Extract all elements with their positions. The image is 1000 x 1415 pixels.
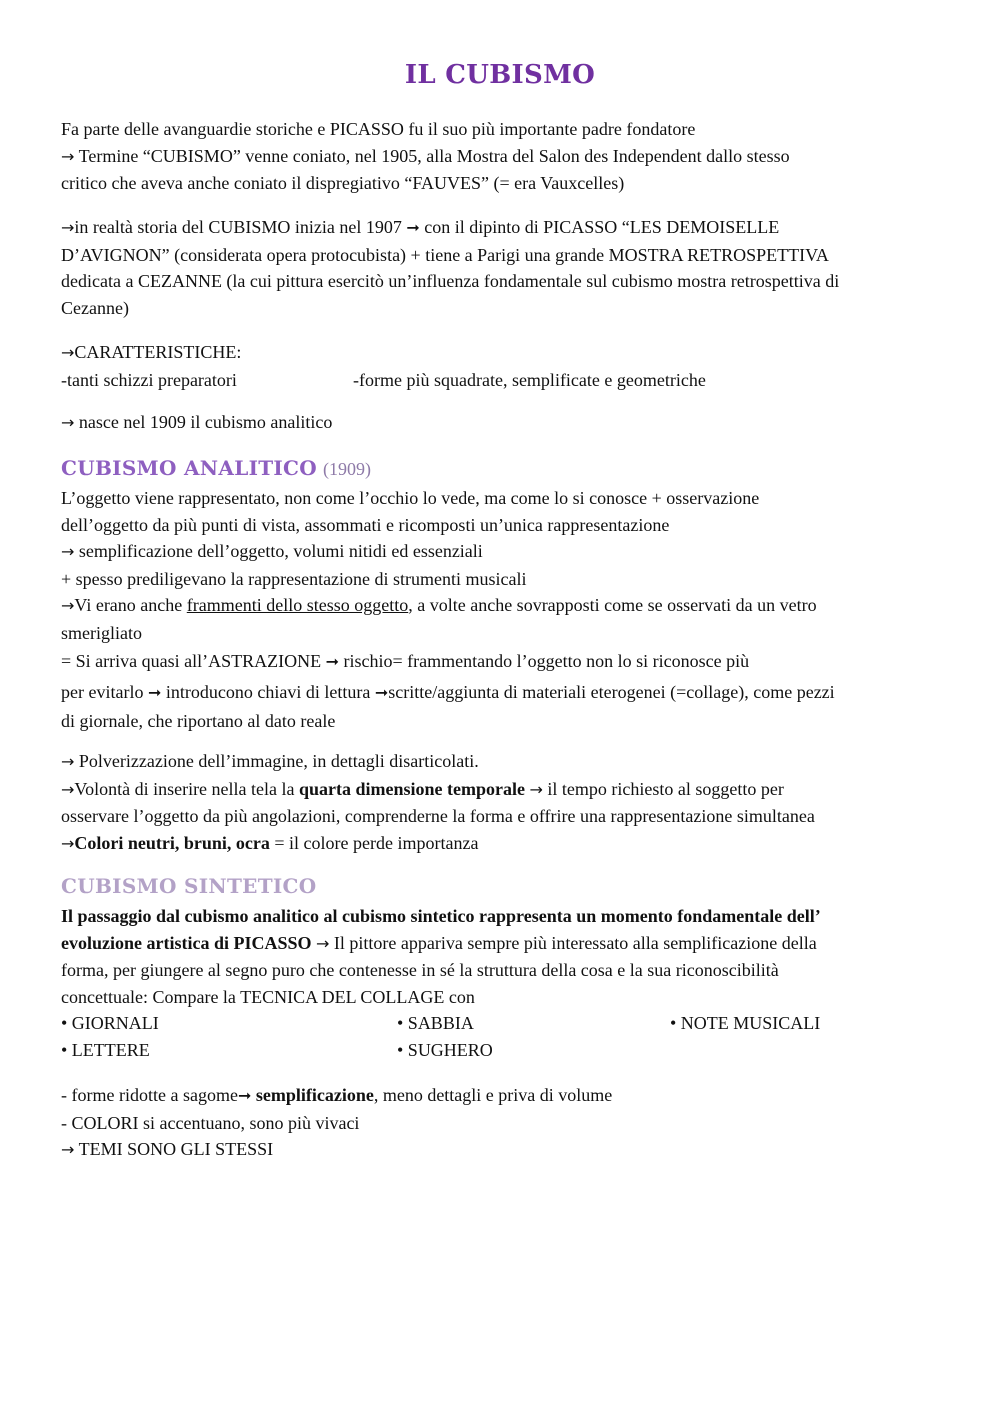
- analitico-title: CUBISMO ANALITICO: [61, 456, 317, 480]
- intro-line-2: → Termine “CUBISMO” venne coniato, nel 1905, alla Mostra del Salon des Independent dallo stesso: [61, 145, 790, 166]
- sintetico-paragraph: [61, 903, 942, 1063]
- material-item: • NOTE MUSICALI: [670, 1013, 821, 1033]
- materials-row-1: [61, 1010, 942, 1037]
- history-line-2: D’AVIGNON” (considerata opera protocubista) + tiene a Parigi una grande MOSTRA RETROSPETTIVA: [61, 244, 829, 265]
- analitico-line-8: per evitarlo ➞ introducono chiavi di lettura ➞scritte/aggiunta di materiali eterogenei (=collage), come pezzi: [61, 682, 835, 702]
- materials-row-2: [61, 1037, 942, 1064]
- history-paragraph: [61, 214, 942, 321]
- arrow-right-icon: →: [529, 779, 543, 799]
- sintetico-line-1: Il passaggio dal cubismo analitico al cubismo sintetico rappresenta un momento fondamentale dell’: [61, 906, 821, 926]
- arrow-right-icon: →: [61, 146, 75, 166]
- intro-paragraph: [61, 116, 942, 197]
- sintetico-feature-2: - COLORI si accentuano, sono più vivaci: [61, 1112, 360, 1133]
- analitico-line-1: L’oggetto viene rappresentato, non come l’occhio lo vede, ma come lo si conosce + osservazione: [61, 488, 760, 508]
- arrow-right-icon: →: [61, 596, 75, 615]
- features-paragraph: [61, 339, 942, 393]
- material-item: • SABBIA: [397, 1013, 474, 1033]
- intro-line-3: critico che aveva anche coniato il dispregiativo “FAUVES” (= era Vauxcelles): [61, 173, 625, 193]
- features-row: [61, 367, 942, 394]
- arrow-right-icon: →: [61, 542, 75, 561]
- sintetico-heading: [61, 873, 942, 901]
- analitico-paragraph-1: [61, 485, 942, 735]
- long-arrow-icon: ➞: [237, 1086, 252, 1105]
- analitico-line-3: → semplificazione dell’oggetto, volumi nitidi ed essenziali: [61, 541, 483, 561]
- analitico-heading: [61, 455, 942, 483]
- analitico-p2-line-3: osservare l’oggetto da più angolazioni, comprenderne la forma e offrire una rappresentazione simultanea: [61, 806, 815, 826]
- arrow-right-icon: →: [61, 413, 75, 432]
- feature-left: -tanti schizzi preparatori: [61, 369, 237, 390]
- material-item: • GIORNALI: [61, 1013, 159, 1033]
- analitico-line-9: di giornale, che riportano al dato reale: [61, 711, 336, 731]
- underlined-phrase: frammenti dello stesso oggetto: [186, 595, 409, 615]
- sintetico-title: CUBISMO SINTETICO: [61, 874, 317, 898]
- analitico-year: (1909): [323, 459, 371, 479]
- history-line-4: Cezanne): [61, 297, 129, 318]
- page-title: IL CUBISMO: [404, 60, 596, 90]
- arrow-right-icon: →: [61, 343, 75, 362]
- analitico-p2-line-2: →Volontà di inserire nella tela la quarta dimensione temporale → il tempo richiesto al soggetto per: [61, 778, 784, 799]
- sintetico-line-4: concettuale: Compare la TECNICA DEL COLLAGE con: [61, 986, 475, 1007]
- history-line-1: →in realtà storia del CUBISMO inizia nel 1907 ➞ con il dipinto di PICASSO “LES DEMOISELLE: [61, 217, 780, 237]
- analitico-p2-line-4: →Colori neutri, bruni, ocra = il colore perde importanza: [61, 832, 479, 853]
- long-arrow-icon: ➞: [147, 683, 162, 702]
- arrow-right-icon: →: [61, 218, 75, 237]
- arrow-right-icon: →: [61, 779, 75, 799]
- analitico-paragraph-2: [61, 748, 942, 857]
- feature-right: -forme più squadrate, semplificate e geometriche: [353, 369, 706, 390]
- material-item: • LETTERE: [61, 1039, 150, 1060]
- sintetico-feature-1: - forme ridotte a sagome➞ semplificazione, meno dettagli e priva di volume: [61, 1085, 613, 1105]
- material-item: • SUGHERO: [397, 1039, 493, 1060]
- analitico-line-5: →Vi erano anche frammenti dello stesso oggetto, a volte anche sovrapposti come se osservati da un vetro: [61, 595, 817, 615]
- sintetico-line-2: evoluzione artistica di PICASSO → Il pittore appariva sempre più interessato alla semplificazione della: [61, 932, 817, 953]
- analitico-line-4: + spesso prediligevano la rappresentazione di strumenti musicali: [61, 568, 527, 589]
- arrow-right-icon: →: [61, 833, 75, 853]
- birth-line: → nasce nel 1909 il cubismo analitico: [61, 412, 333, 432]
- sintetico-features: [61, 1082, 942, 1164]
- long-arrow-icon: ➞: [325, 652, 340, 671]
- analitico-line-6: smerigliato: [61, 622, 142, 643]
- arrow-right-icon: →: [61, 752, 75, 771]
- history-line-3: dedicata a CEZANNE (la cui pittura esercitò un’influenza fondamentale sul cubismo mostra retrospettiva di: [61, 271, 840, 291]
- sintetico-line-3: forma, per giungere al segno puro che contenesse in sé la struttura della cosa e la sua riconoscibilità: [61, 960, 779, 980]
- long-arrow-icon: ➞: [406, 218, 420, 237]
- sintetico-feature-3: → TEMI SONO GLI STESSI: [61, 1139, 274, 1159]
- features-heading: →CARATTERISTICHE:: [61, 342, 242, 362]
- analitico-p2-line-1: → Polverizzazione dell’immagine, in dettagli disarticolati.: [61, 751, 479, 771]
- analitico-line-2: dell’oggetto da più punti di vista, assommati e ricomposti un’unica rappresentazione: [61, 514, 670, 535]
- long-arrow-icon: ➞: [374, 683, 389, 702]
- analitico-line-7: = Si arriva quasi all’ASTRAZIONE ➞ rischio= frammentando l’oggetto non lo si riconosce più: [61, 651, 750, 671]
- intro-line-1: Fa parte delle avanguardie storiche e PICASSO fu il suo più importante padre fondatore: [61, 119, 696, 139]
- arrow-right-icon: →: [61, 1140, 75, 1159]
- arrow-right-icon: →: [316, 933, 330, 953]
